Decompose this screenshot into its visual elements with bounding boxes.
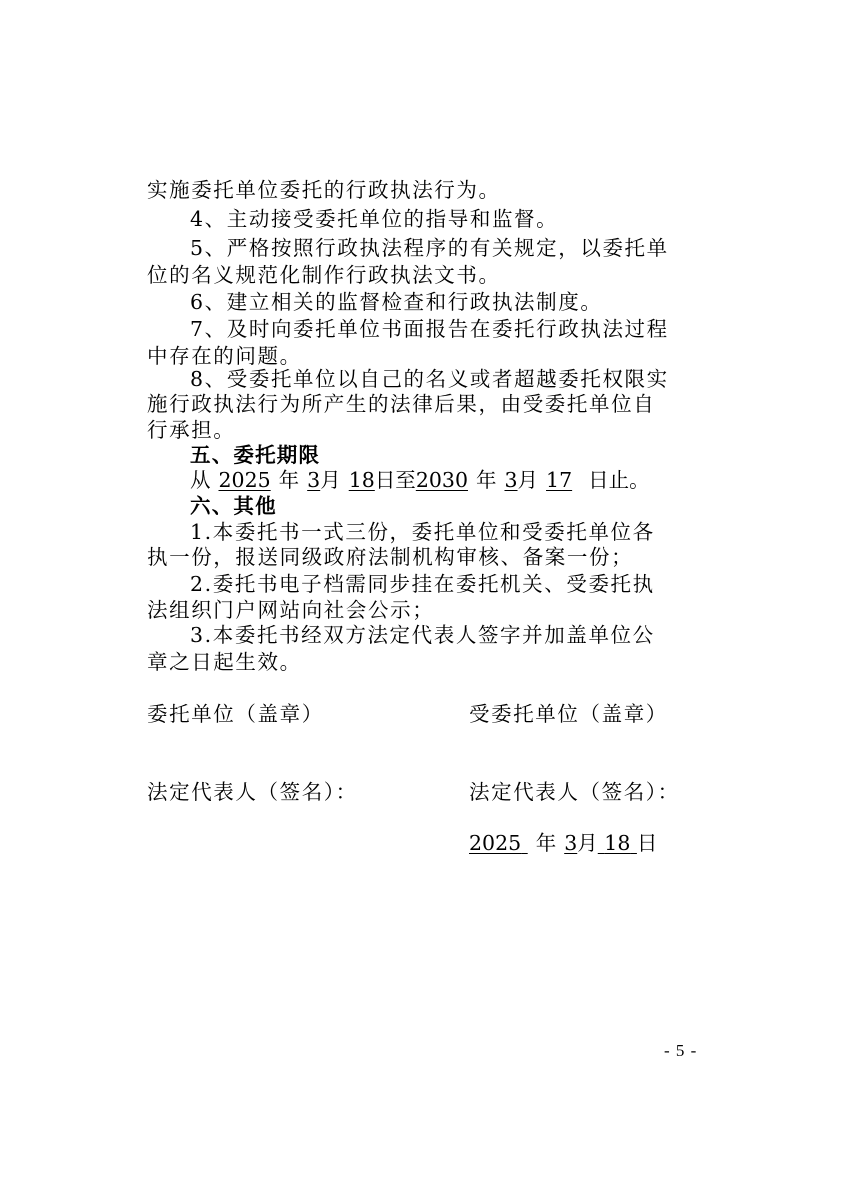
page-number: - 5 - <box>664 1041 698 1060</box>
entrusted-representative-signature-label: 法定代表人（签名）： <box>469 780 680 804</box>
item-7-line-2: 中存在的问题。 <box>147 344 302 368</box>
other-item-1-line-2: 执一份，报送同级政府法制机构审核、备案一份； <box>147 545 634 569</box>
date-year-label: 年 <box>535 831 557 855</box>
item-7-line-1: 7、及时向委托单位书面报告在委托行政执法过程 <box>190 317 669 341</box>
date-month-label: 月 <box>577 831 598 855</box>
other-item-3-line-1: 3.本委托书经双方法定代表人签字并加盖单位公 <box>190 623 655 647</box>
term-prefix: 从 <box>190 468 211 492</box>
other-item-1-line-1: 1.本委托书一式三份，委托单位和受委托单位各 <box>190 520 655 544</box>
item-8-line-3: 行承担。 <box>147 418 236 442</box>
entrusted-unit-seal-label: 受委托单位（盖章） <box>469 702 668 726</box>
signing-date <box>469 830 657 856</box>
month-label: 月 <box>517 468 539 492</box>
year-label: 年 <box>278 468 300 492</box>
end-month: 3 <box>504 468 518 492</box>
date-year: 2025 <box>469 831 522 855</box>
other-item-3-line-2: 章之日起生效。 <box>147 650 302 674</box>
date-day-label: 日 <box>636 831 658 855</box>
item-8-line-2: 施行政执法行为所产生的法律后果，由受委托单位自 <box>147 392 656 416</box>
item-8-line-1: 8、受委托单位以自己的名义或者超越委托权限实 <box>190 367 669 391</box>
date-month: 3 <box>564 831 578 855</box>
term-period-line <box>190 467 750 493</box>
item-6: 6、建立相关的监督检查和行政执法制度。 <box>190 290 603 314</box>
section-6-heading: 六、其他 <box>190 494 277 518</box>
end-day: 17 <box>546 468 573 492</box>
year-label: 年 <box>475 468 497 492</box>
entrusting-representative-signature-label: 法定代表人（签名）： <box>147 780 358 804</box>
day-to-label: 日至 <box>374 468 416 492</box>
section-5-heading: 五、委托期限 <box>190 443 321 467</box>
date-day: 18 <box>604 831 631 855</box>
item-4: 4、主动接受委托单位的指导和监督。 <box>190 207 559 231</box>
item-5-line-1: 5、严格按照行政执法程序的有关规定，以委托单 <box>190 236 669 260</box>
start-day: 18 <box>348 468 375 492</box>
start-year: 2025 <box>218 468 271 492</box>
other-item-2-line-1: 2.委托书电子档需同步挂在委托机关、受委托执 <box>190 572 655 596</box>
end-year: 2030 <box>415 468 468 492</box>
start-month: 3 <box>307 468 321 492</box>
term-suffix: 日止。 <box>588 468 650 492</box>
body-line: 实施委托单位委托的行政执法行为。 <box>147 178 501 202</box>
entrusting-unit-seal-label: 委托单位（盖章） <box>147 702 324 726</box>
month-label: 月 <box>320 468 341 492</box>
other-item-2-line-2: 法组织门户网站向社会公示； <box>147 598 435 622</box>
item-5-line-2: 位的名义规范化制作行政执法文书。 <box>147 263 501 287</box>
